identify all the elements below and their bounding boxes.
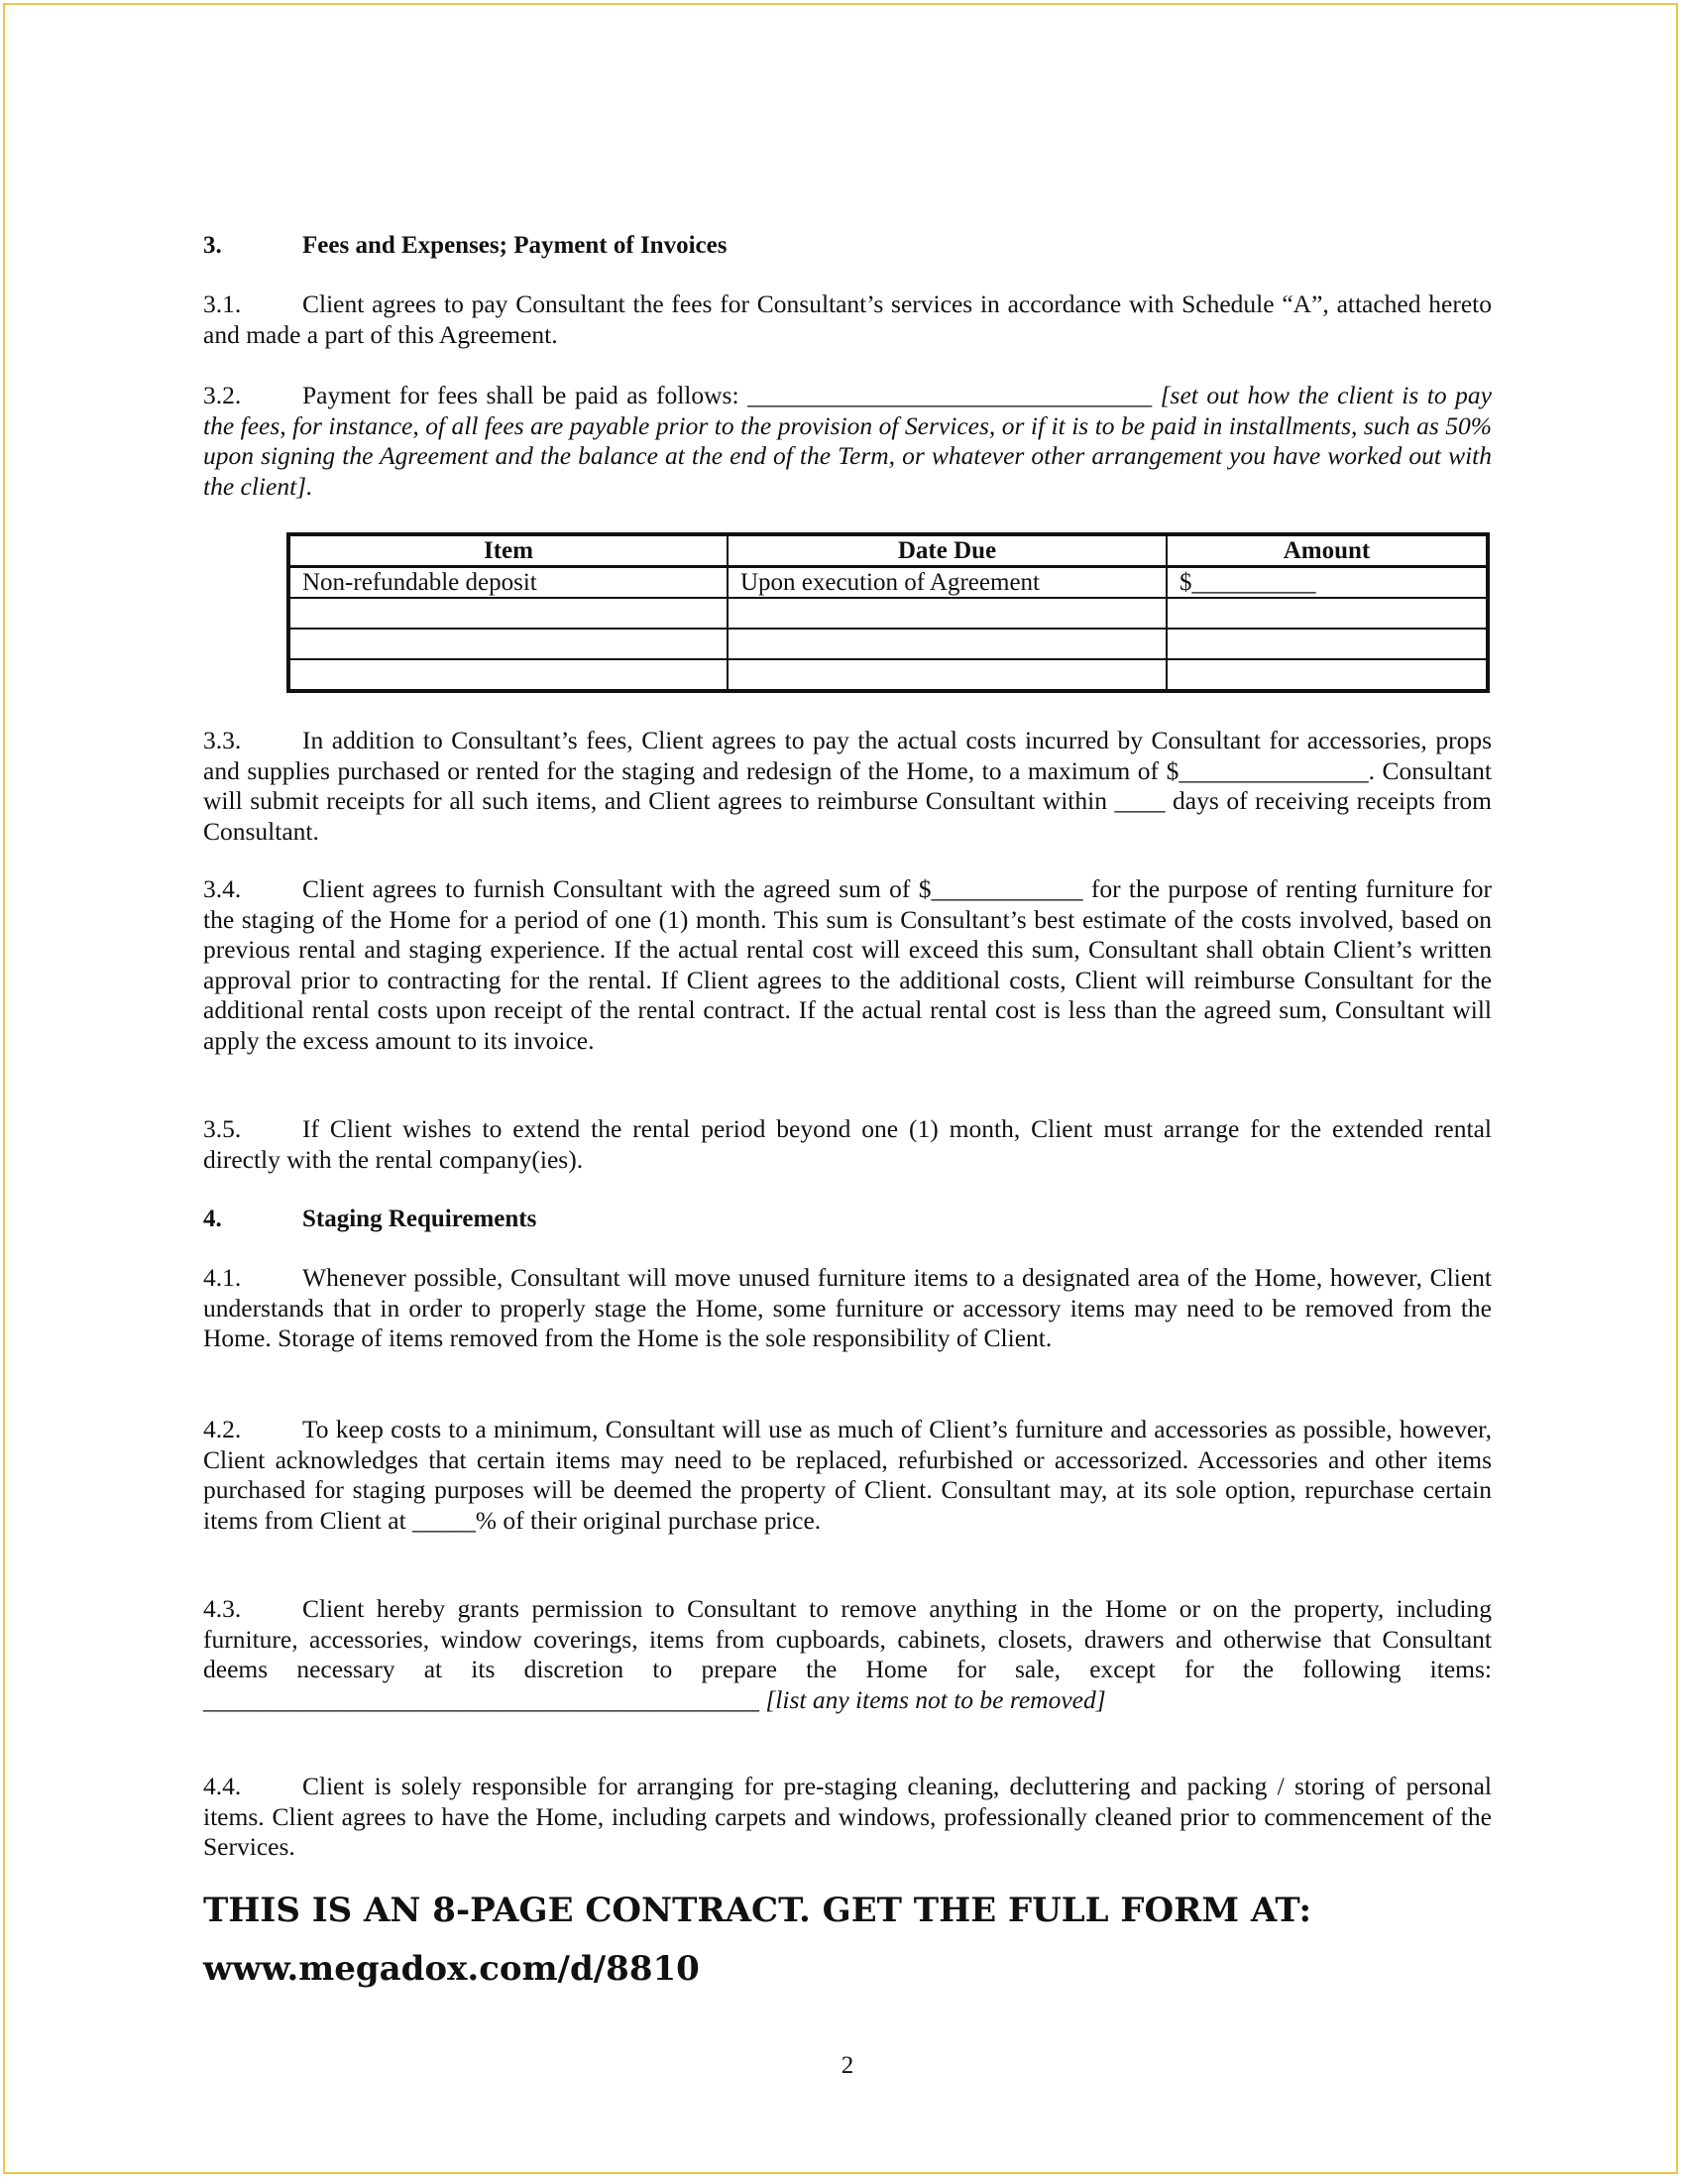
paragraph-4-1 [203,1263,1492,1354]
paragraph-number: 3.5. [203,1114,242,1143]
table-cell [288,598,728,629]
paragraph-3-1 [203,289,1492,350]
paragraph-number: 3.3. [203,726,242,754]
paragraph-text: Client agrees to furnish Consultant with the agreed sum of $____________ for the purpose of renting furniture for the staging of the Home for a period of one (1) month. This sum is Consultant’s best estimate of the costs involved, based on previous rental and staging experience. If the actual rental cost will exceed this sum, Consultant shall obtain Client’s written approval prior to contracting for the rental. If Client agrees to the additional costs, Client will reimburse Consultant for the additional rental costs upon receipt of the rental contract. If the actual rental cost is less than the agreed sum, Consultant will apply the excess amount to its invoice. [203,874,1492,1055]
column-header-item: Item [288,534,728,567]
page-number: 2 [841,2052,854,2079]
paragraph-text: Whenever possible, Consultant will move unused furniture items to a designated area of the Home, however, Client understands that in order to properly stage the Home, some furniture or accessory items may need to be removed from the Home. Storage of items removed from the Home is the sole responsibility of Client. [203,1263,1492,1353]
paragraph-note: [set out how the client is to pay the fees, for instance, of all fees are payable prior to the provision of Services, or if it is to be paid in installments, such as 50% upon signing the Agreement and the balance at the end of the Term, or whatever other arrangement you have worked out with the client]. [203,381,1492,501]
paragraph-3-3 [203,726,1492,847]
table-cell [1167,629,1488,659]
paragraph-note: [list any items not to be removed] [765,1684,1106,1714]
paragraph-3-5 [203,1114,1492,1175]
paragraph-4-2 [203,1415,1492,1536]
column-header-amount: Amount [1167,534,1488,567]
section-title: Fees and Expenses; Payment of Invoices [302,232,728,259]
paragraph-text: To keep costs to a minimum, Consultant will use as much of Client’s furniture and accessories as possible, however, Client acknowledges that certain items may need to be replaced, refurbished or accessorized. Accessories and other items purchased for staging purposes will be deemed the property of Client. Consultant may, at its sole option, repurchase certain items from Client at _____% of their original purchase price. [203,1415,1492,1535]
table-row [288,598,1488,629]
paragraph-4-3 [203,1594,1492,1715]
promo-line: THIS IS AN 8-PAGE CONTRACT. GET THE FULL FORM AT: [203,1891,1312,1930]
paragraph-number: 4.2. [203,1415,242,1443]
paragraph-number: 3.1. [203,289,242,318]
section-number: 3. [203,232,222,259]
paragraph-text: In addition to Consultant’s fees, Client agrees to pay the actual costs incurred by Consultant for accessories, props and supplies purchased or rented for the staging and redesign of the Home, to a maximum of $_______________. Consultant will submit receipts for all such items, and Client agrees to reimburse Consultant within ____ days of receiving receipts from Consultant. [203,726,1492,846]
table-row [288,567,1488,599]
section-4-heading [203,1205,1492,1235]
paragraph-text: Payment for fees shall be paid as follows: ________________________________ [302,381,1153,409]
table-cell [728,598,1167,629]
table-row [288,629,1488,659]
table-cell [1167,659,1488,691]
paragraph-number: 3.2. [203,381,242,409]
paragraph-text: Client agrees to pay Consultant the fees for Consultant’s services in accordance with Schedule “A”, attached hereto and made a part of this Agreement. [203,289,1492,349]
section-title: Staging Requirements [302,1206,537,1232]
paragraph-4-4 [203,1772,1492,1863]
paragraph-3-2 [203,381,1492,502]
paragraph-number: 4.3. [203,1594,242,1623]
payment-schedule-table [286,532,1490,693]
section-3-heading [203,231,1492,262]
table-cell: $__________ [1167,567,1488,599]
table-cell [728,659,1167,691]
paragraph-3-4 [203,874,1492,1057]
table-cell: Non-refundable deposit [288,567,728,599]
table-cell [288,659,728,691]
document-page [3,3,1678,2174]
table-header-row [288,534,1488,567]
section-number: 4. [203,1206,222,1232]
column-header-date-due: Date Due [728,534,1167,567]
table-cell: Upon execution of Agreement [728,567,1167,599]
paragraph-text: Client hereby grants permission to Consultant to remove anything in the Home or on the property, including furniture, accessories, window coverings, items from cupboards, cabinets, closets, drawers and otherwise that Consultant deems necessary at its discretion to prepare the Home for sale, except for the following items: ____________________________________________ [203,1594,1492,1714]
promo-url: www.megadox.com/d/8810 [203,1949,700,1989]
table-cell [1167,598,1488,629]
paragraph-number: 3.4. [203,874,242,903]
paragraph-text: If Client wishes to extend the rental period beyond one (1) month, Client must arrange for the extended rental directly with the rental company(ies). [203,1114,1492,1174]
paragraph-number: 4.1. [203,1263,242,1292]
paragraph-number: 4.4. [203,1772,242,1800]
table-cell [288,629,728,659]
table-cell [728,629,1167,659]
table-row [288,659,1488,691]
paragraph-text: Client is solely responsible for arranging for pre-staging cleaning, decluttering and packing / storing of personal items. Client agrees to have the Home, including carpets and windows, professionally cleaned prior to commencement of the Services. [203,1772,1492,1862]
